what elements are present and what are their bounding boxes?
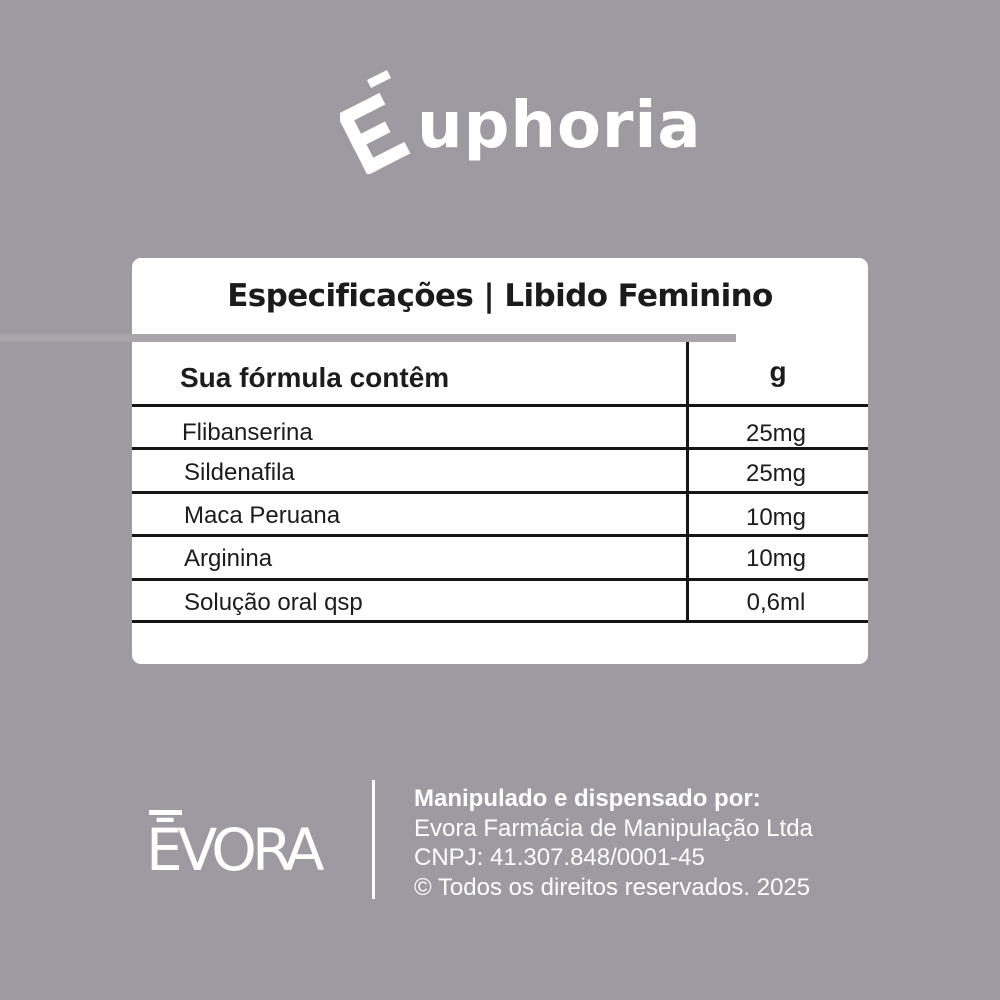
table-divider	[132, 620, 868, 623]
ingredient-name: Arginina	[184, 545, 273, 572]
e-acute-logo-icon	[340, 66, 422, 174]
table-divider	[132, 491, 868, 494]
table-divider	[132, 404, 868, 407]
company-name: Evora Farmácia de Manipulação Ltda	[414, 814, 813, 842]
spec-title: Especificações | Libido Feminino	[227, 278, 773, 314]
ingredient-amount: 10mg	[745, 545, 807, 572]
ingredient-name: Maca Peruana	[184, 502, 341, 529]
ingredient-amount: 25mg	[745, 460, 807, 487]
table-divider	[132, 534, 868, 537]
ingredient-column-header: Sua fórmula contêm	[180, 362, 450, 393]
manufacturer-info	[414, 784, 813, 902]
title-separator-band	[0, 334, 736, 342]
cnpj-number: CNPJ: 41.307.848/0001-45	[414, 844, 705, 871]
table-divider	[132, 578, 868, 581]
evora-wordmark: ĒVORA	[146, 816, 320, 884]
manufacturer-heading: Manipulado e dispensado por:	[414, 785, 761, 812]
brand-logo	[340, 66, 702, 176]
evora-logo	[146, 810, 336, 884]
ingredient-amount: 10mg	[745, 504, 807, 531]
amount-column-header: g	[769, 356, 787, 387]
ingredient-amount: 25mg	[745, 420, 807, 447]
macron-bar	[149, 810, 182, 815]
copyright-notice: © Todos os direitos reservados. 2025	[414, 873, 811, 901]
ingredient-name: Sildenafila	[184, 459, 295, 486]
ingredient-amount: 0,6ml	[746, 589, 806, 616]
brand-name: uphoria	[417, 89, 702, 163]
ingredients-table	[132, 342, 868, 664]
ingredient-name: Solução oral qsp	[184, 589, 363, 616]
footer-divider	[372, 780, 375, 899]
ingredient-name: Flibanserina	[182, 419, 313, 446]
